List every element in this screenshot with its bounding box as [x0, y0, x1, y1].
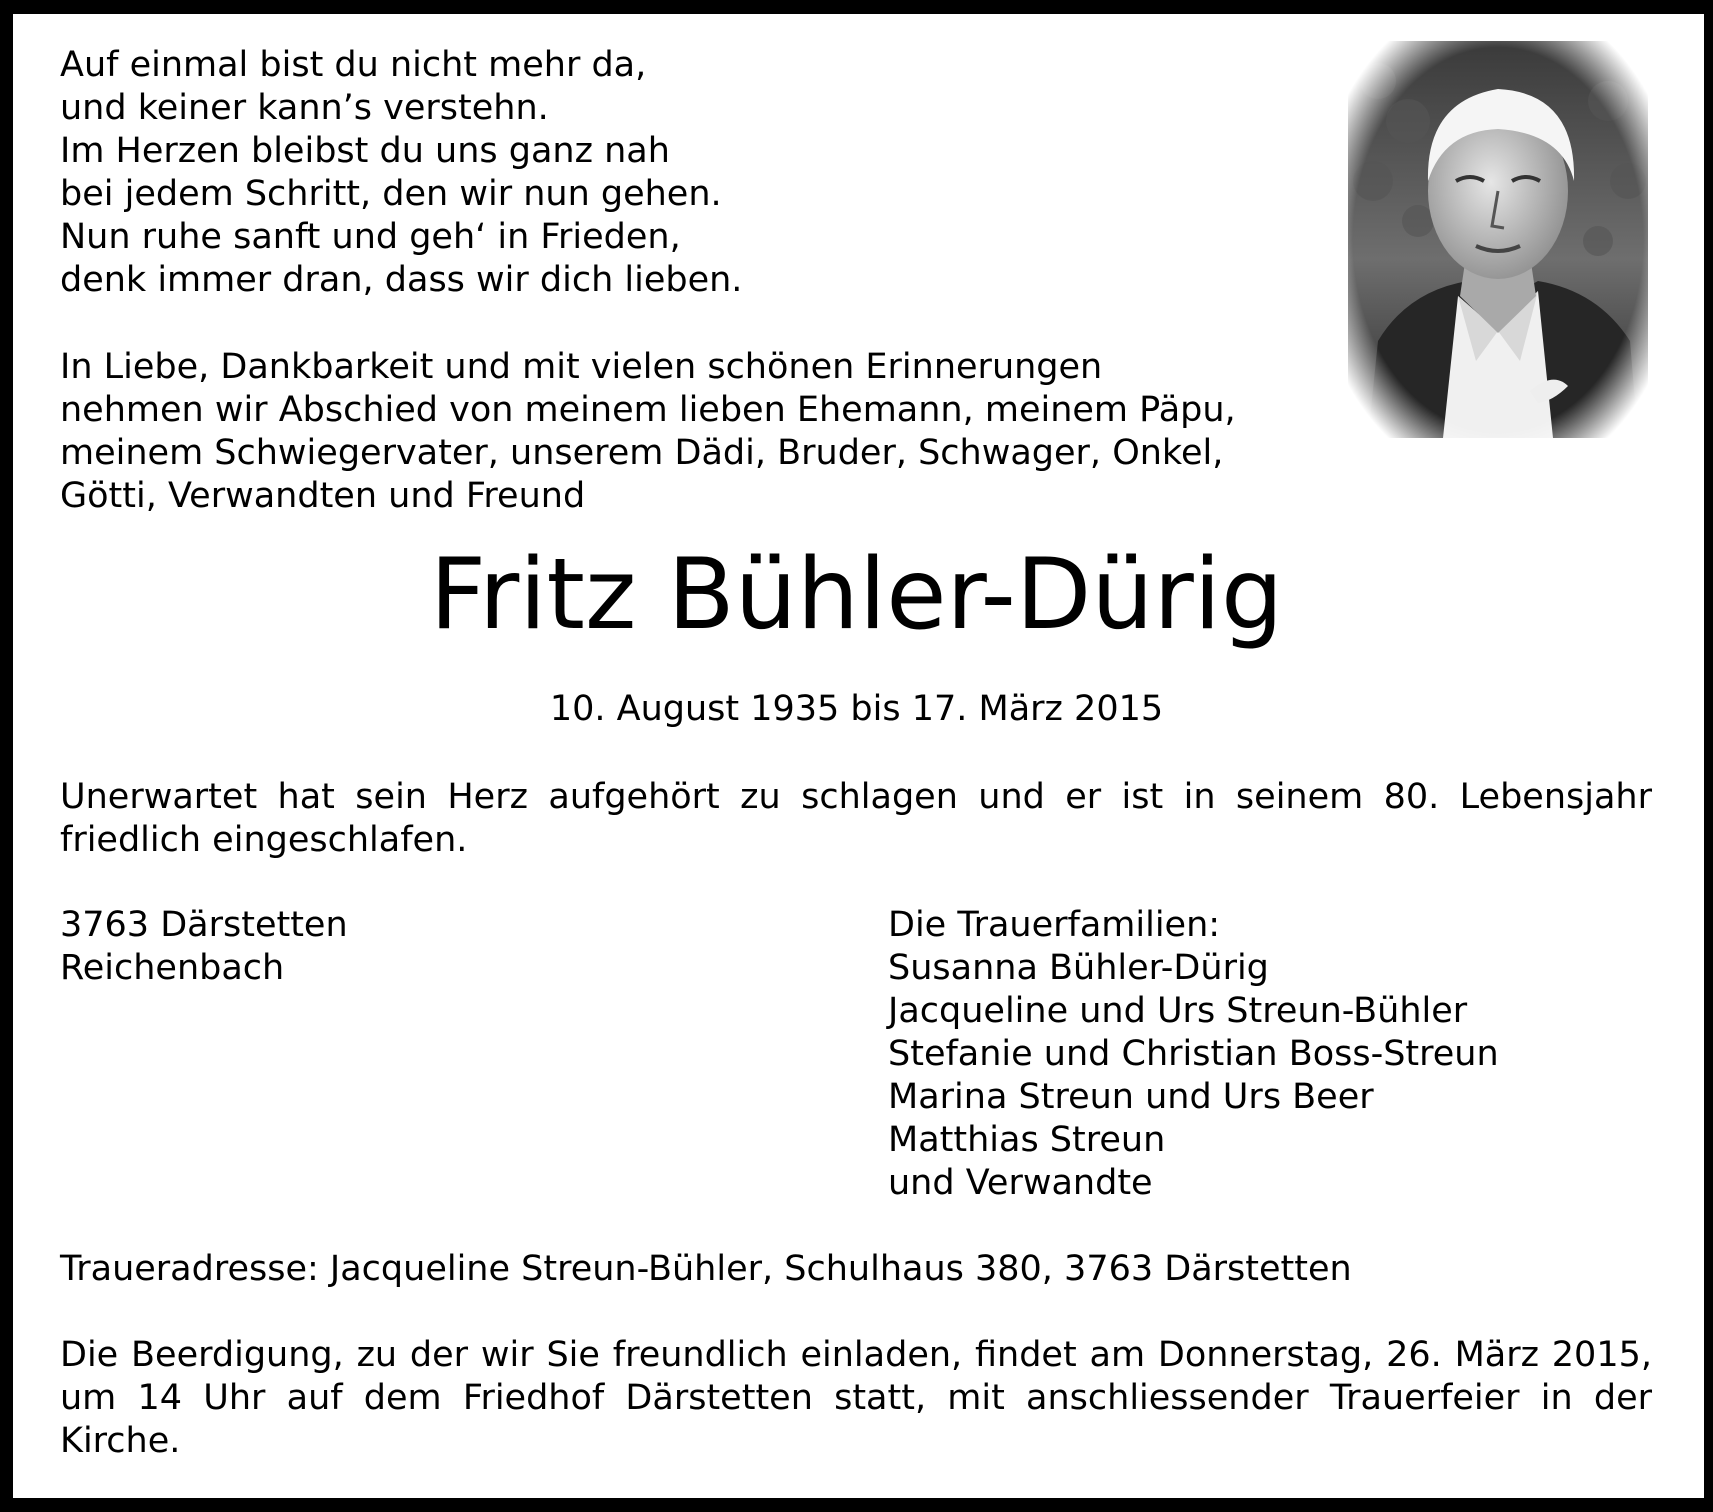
place-block — [60, 904, 348, 990]
poem-line: Nun ruhe sanft und geh‘ in Frieden, — [60, 217, 681, 257]
family-line: Die Trauerfamilien: — [888, 905, 1221, 945]
passing-line: friedlich eingeschlafen. — [60, 820, 468, 860]
life-dates: 10. August 1935 bis 17. März 2015 — [549, 689, 1164, 729]
poem-line: und keiner kann’s verstehn. — [60, 88, 549, 128]
place-line: Reichenbach — [60, 948, 285, 988]
funeral-line: um 14 Uhr auf dem Friedhof Därstetten statt, mit anschliessender Trauerfeier in der — [60, 1378, 1652, 1418]
place-line: 3763 Därstetten — [60, 905, 348, 945]
poem-line: Im Herzen bleibst du uns ganz nah — [60, 131, 670, 171]
poem — [60, 44, 742, 302]
family-line: und Verwandte — [888, 1163, 1153, 1203]
funeral-details — [60, 1334, 1652, 1463]
poem-line: Auf einmal bist du nicht mehr da, — [60, 45, 647, 85]
family-line: Matthias Streun — [888, 1120, 1166, 1160]
farewell-intro — [60, 346, 1236, 518]
poem-line: bei jedem Schritt, den wir nun gehen. — [60, 174, 722, 214]
family-line: Stefanie und Christian Boss-Streun — [888, 1034, 1499, 1074]
intro-line: meinem Schwiegervater, unserem Dädi, Bruder, Schwager, Onkel, — [60, 433, 1224, 473]
intro-line: Götti, Verwandten und Freund — [60, 476, 586, 516]
passing-line: Unerwartet hat sein Herz aufgehört zu schlagen und er ist in seinem 80. Lebensjahr — [60, 777, 1652, 817]
mourning-families — [888, 904, 1499, 1205]
intro-line: nehmen wir Abschied von meinem lieben Ehemann, meinem Päpu, — [60, 390, 1236, 430]
deceased-name: Fritz Bühler-Dürig — [429, 538, 1284, 652]
family-line: Susanna Bühler-Dürig — [888, 948, 1269, 988]
portrait-photo — [1348, 41, 1648, 438]
mourning-address: Traueradresse: Jacqueline Streun-Bühler, Schulhaus 380, 3763 Därstetten — [60, 1249, 1352, 1289]
family-line: Jacqueline und Urs Streun-Bühler — [888, 991, 1468, 1031]
funeral-line: Kirche. — [60, 1421, 181, 1461]
family-line: Marina Streun und Urs Beer — [888, 1077, 1374, 1117]
intro-line: In Liebe, Dankbarkeit und mit vielen schönen Erinnerungen — [60, 347, 1103, 387]
funeral-line: Die Beerdigung, zu der wir Sie freundlich einladen, findet am Donnerstag, 26. März 2015, — [60, 1335, 1652, 1375]
passing-statement — [60, 776, 1652, 862]
poem-line: denk immer dran, dass wir dich lieben. — [60, 260, 743, 300]
